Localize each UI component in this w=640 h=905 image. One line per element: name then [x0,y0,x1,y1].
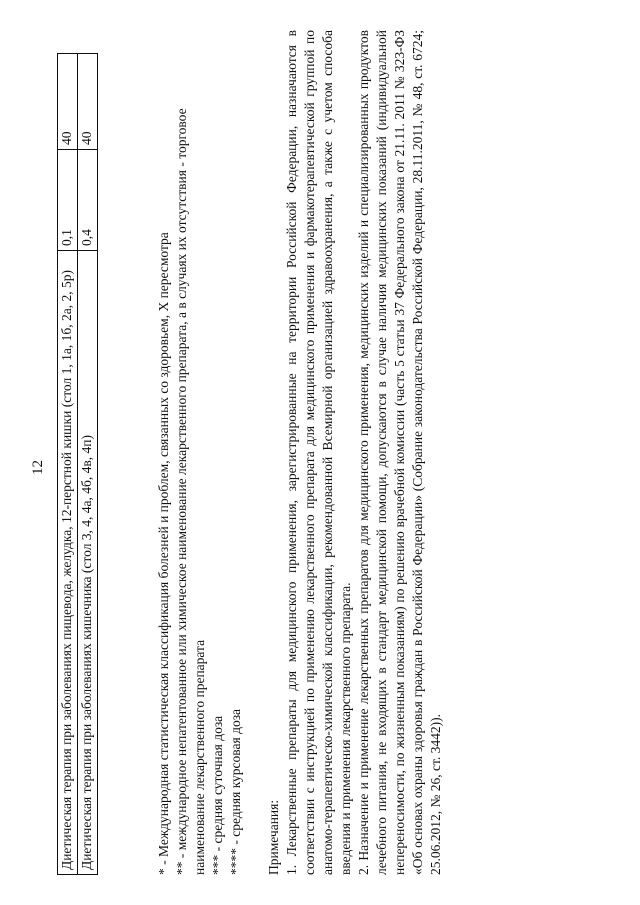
note-item: 1. Лекарственные препараты для медицинского применения, зарегистрированные на территории Российской Федерации, назначаются в соответствии с инструкцией по применению лекарственного препарата для медицинского применения и фармакотерапевтической группой по анатомо-терапевтическо-химической классификации, рекомендованной Всемирной организацией здравоохранения, а также с учетом способа введения и применения лекарственного препарата. [284,30,353,875]
table-row [58,54,78,875]
page-number: 12 [30,460,46,475]
footnotes [155,35,245,875]
footnote: **** - средняя курсовая доза [228,708,243,875]
notes-section [265,30,445,875]
table-cell-daily-dose: 0,4 [77,150,97,251]
footnote: ** - международное непатентованное или химическое наименование лекарственного препарата, а в случаях их отсутствия - торговое наименование лекарственного препарата [174,108,207,875]
table-row [77,54,97,875]
table-cell-name: Диетическая терапия при заболеваниях пищевода, желудка, 12-перстной кишки (стол 1, 1а, 1б, 2а, 2, 5р) [58,251,78,875]
notes-heading: Примечания: [266,799,281,875]
table-cell-daily-dose: 0,1 [58,150,78,251]
diet-therapy-table [57,53,98,875]
table-cell-name: Диетическая терапия при заболеваниях кишечника (стол 3, 4, 4а, 4б, 4в, 4п) [77,251,97,875]
note-item: 2. Назначение и применение лекарственных препаратов для медицинского применения, медицинских изделий и специализированных продуктов лечебного питания, не входящих в стандарт медицинской помощи, допускаются в случае наличия медицинских показаний (индивидуальной непереносимости, по жизненным показаниям) по решению врачебной комиссии (часть 5 статьи 37 Федерального закона от 21.11. 2011 № 323-ФЗ «Об основах охраны здоровья граждан в Российской Федерации» (Собрание законодательства Российской Федерации, 28.11.2011, № 48, ст. 6724; 25.06.2012, № 26, ст. 3442)). [356,30,443,875]
footnote: * - Международная статистическая классификация болезней и проблем, связанных со здоровьем, X пересмотра [156,232,171,875]
table-cell-course-dose: 40 [58,54,78,150]
table-cell-course-dose: 40 [77,54,97,150]
footnote: *** - средняя суточная доза [210,715,225,875]
